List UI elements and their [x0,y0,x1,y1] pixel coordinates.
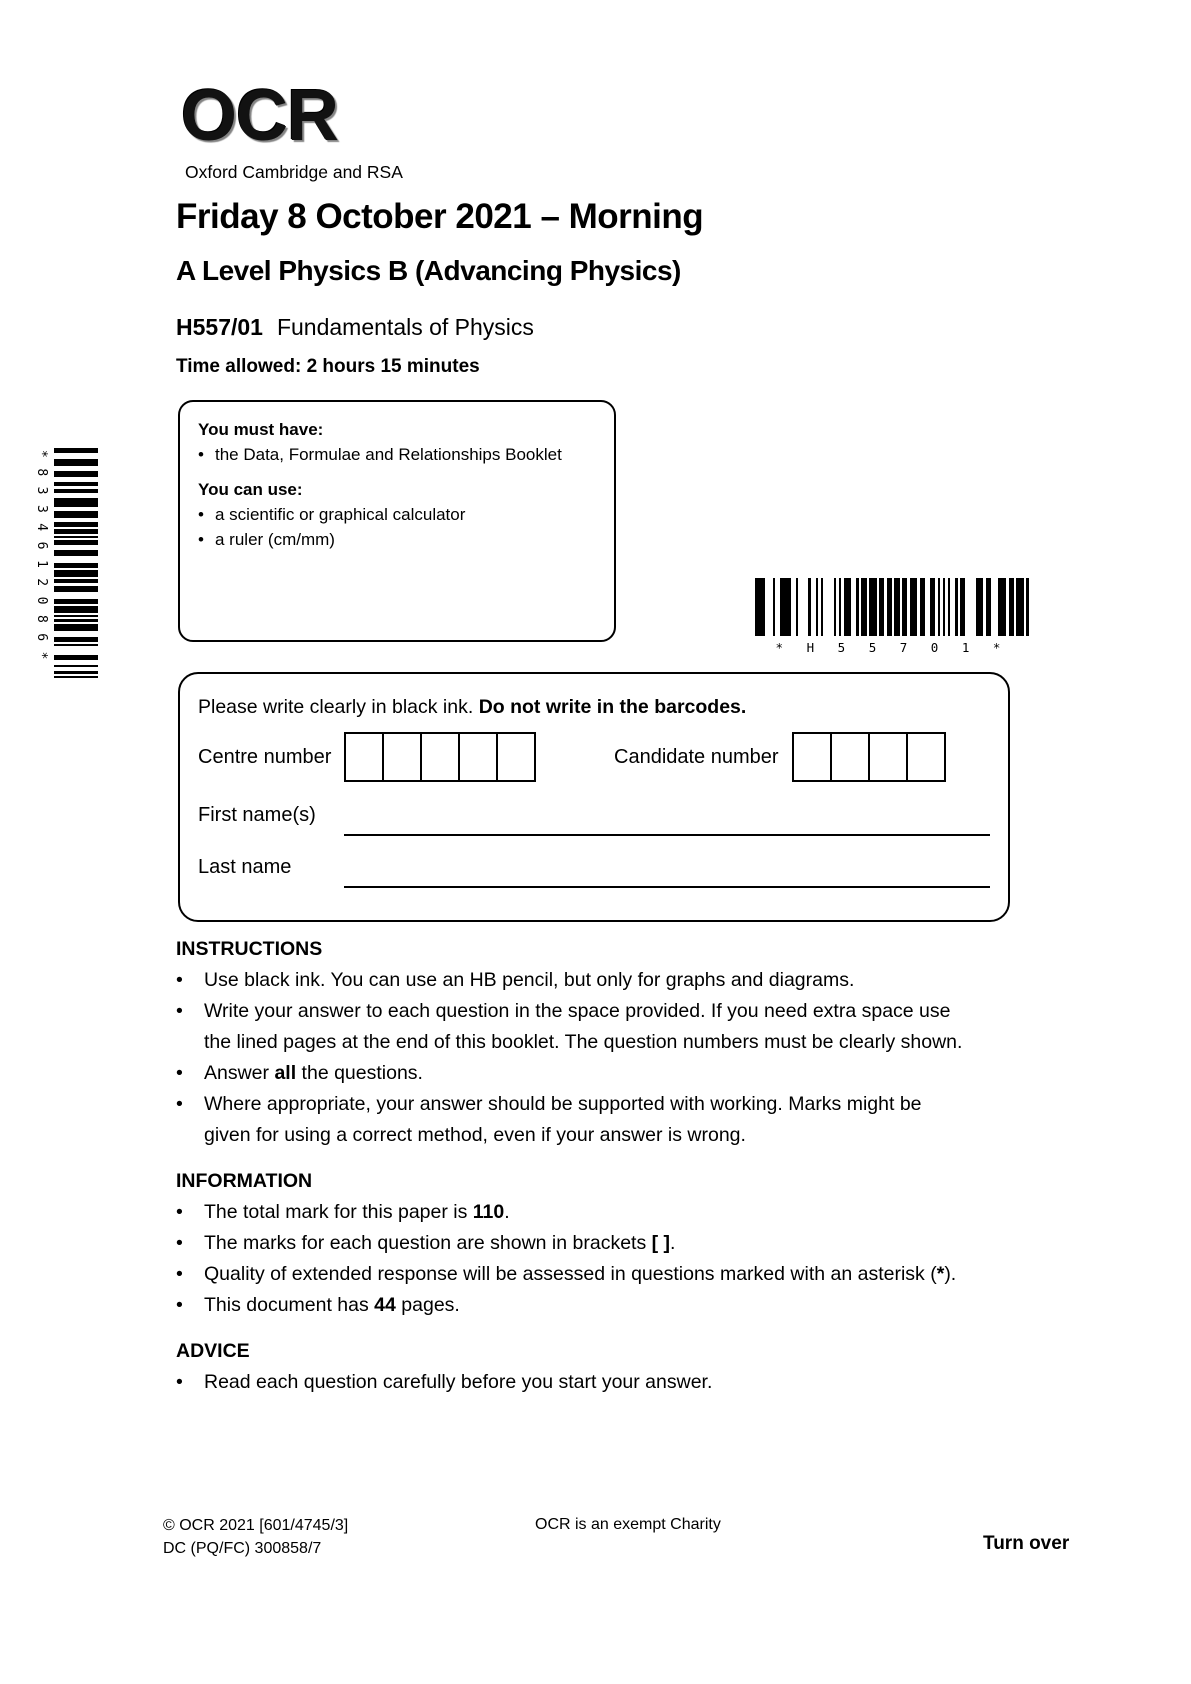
spacer [198,467,596,477]
instruction-text: Use black ink. You can use an HB pencil, but only for graphs and diagrams. [204,969,855,991]
qualification-subtitle: A Level Physics B (Advancing Physics) [176,255,681,286]
time-allowed: Time allowed: 2 hours 15 minutes [176,356,480,377]
first-name-input-line[interactable] [344,834,990,836]
footer-left [163,1514,348,1560]
centre-number-label: Centre number [198,745,332,768]
information-item [176,1290,1021,1321]
information-item [176,1259,1021,1290]
bullet-icon: • [176,1062,183,1084]
advice-text: Read each question carefully before you start your answer. [204,1371,713,1393]
paper-code: H557/01 [176,314,263,340]
candidate-details-box [178,672,1010,922]
paper-code-line [176,314,534,341]
instruction-text: Write your answer to each question in the space provided. If you need extra space use the lined pages at the end of this booklet. The question numbers must be clearly shown. [204,1000,963,1053]
centre-number-cell[interactable] [382,732,422,782]
paper-barcode-icon [755,578,1029,636]
bullet-icon: • [176,1093,183,1115]
bullet-icon: • [176,1294,183,1316]
ocr-logo: OCR [181,76,338,156]
page-title: Friday 8 October 2021 – Morning [176,197,704,236]
information-section [176,1166,1021,1321]
left-barcode-text: *8334612086* [34,450,49,670]
bullet-icon: • [176,1000,183,1022]
can-use-item-text: a ruler (cm/mm) [215,530,335,549]
front-page-sections [176,934,1021,1413]
information-text: Quality of extended response will be assessed in questions marked with an asterisk (*). [204,1263,957,1285]
charity-note: OCR is an exempt Charity [535,1516,721,1533]
bullet-icon: • [176,1263,183,1285]
advice-item [176,1367,1021,1398]
copyright-line: © OCR 2021 [601/4745/3] [163,1517,349,1534]
paper-barcode-text: * H 5 5 7 0 1 * [775,640,1009,655]
first-name-label: First name(s) [198,804,316,826]
must-have-item-text: the Data, Formulae and Relationships Booklet [215,445,562,464]
bullet-icon: • [198,445,204,464]
information-heading: INFORMATION [176,1170,313,1192]
instruction-item [176,1089,1021,1151]
paper-name: Fundamentals of Physics [276,314,534,340]
instruction-text: Answer all the questions. [204,1062,423,1084]
bullet-icon: • [176,1201,183,1223]
bullet-icon: • [176,1232,183,1254]
can-use-item [198,502,596,527]
must-have-label: You must have: [198,420,324,439]
centre-number-cell[interactable] [420,732,460,782]
bullet-icon: • [198,505,204,524]
must-have-item [198,442,596,467]
information-text: The marks for each question are shown in brackets [ ]. [204,1232,676,1254]
instructions-section [176,934,1021,1151]
candidate-number-cell[interactable] [792,732,832,782]
centre-number-cell[interactable] [496,732,536,782]
left-barcode-icon [54,448,98,678]
last-name-label: Last name [198,856,292,878]
bullet-icon: • [176,1371,183,1393]
advice-section [176,1336,1021,1398]
candidate-number-cells [792,732,946,782]
instruction-item [176,965,1021,996]
bullet-icon: • [198,530,204,549]
instruction-item [176,1058,1021,1089]
instructions-heading: INSTRUCTIONS [176,938,323,960]
bullet-icon: • [176,969,183,991]
instruction-text: Where appropriate, your answer should be supported with working. Marks might be given for using a correct method, even if your answer is wrong. [204,1093,922,1146]
can-use-label: You can use: [198,480,303,499]
centre-number-cell[interactable] [458,732,498,782]
candidate-number-label: Candidate number [614,745,779,768]
candidate-number-cell[interactable] [906,732,946,782]
turn-over-label: Turn over [983,1533,1070,1554]
black-ink-notice: Please write clearly in black ink. Do not write in the barcodes. [198,696,747,718]
ocr-logo-tagline: Oxford Cambridge and RSA [185,162,403,182]
centre-number-cell[interactable] [344,732,384,782]
information-item [176,1197,1021,1228]
instruction-item [176,996,1021,1058]
can-use-item-text: a scientific or graphical calculator [215,505,466,524]
advice-heading: ADVICE [176,1340,250,1362]
can-use-item [198,527,596,552]
information-text: This document has 44 pages. [204,1294,460,1316]
information-item [176,1228,1021,1259]
materials-box [178,400,616,642]
candidate-number-cell[interactable] [830,732,870,782]
information-text: The total mark for this paper is 110. [204,1201,510,1223]
doc-ref-line: DC (PQ/FC) 300858/7 [163,1540,322,1557]
centre-number-cells [344,732,536,782]
last-name-input-line[interactable] [344,886,990,888]
candidate-number-cell[interactable] [868,732,908,782]
